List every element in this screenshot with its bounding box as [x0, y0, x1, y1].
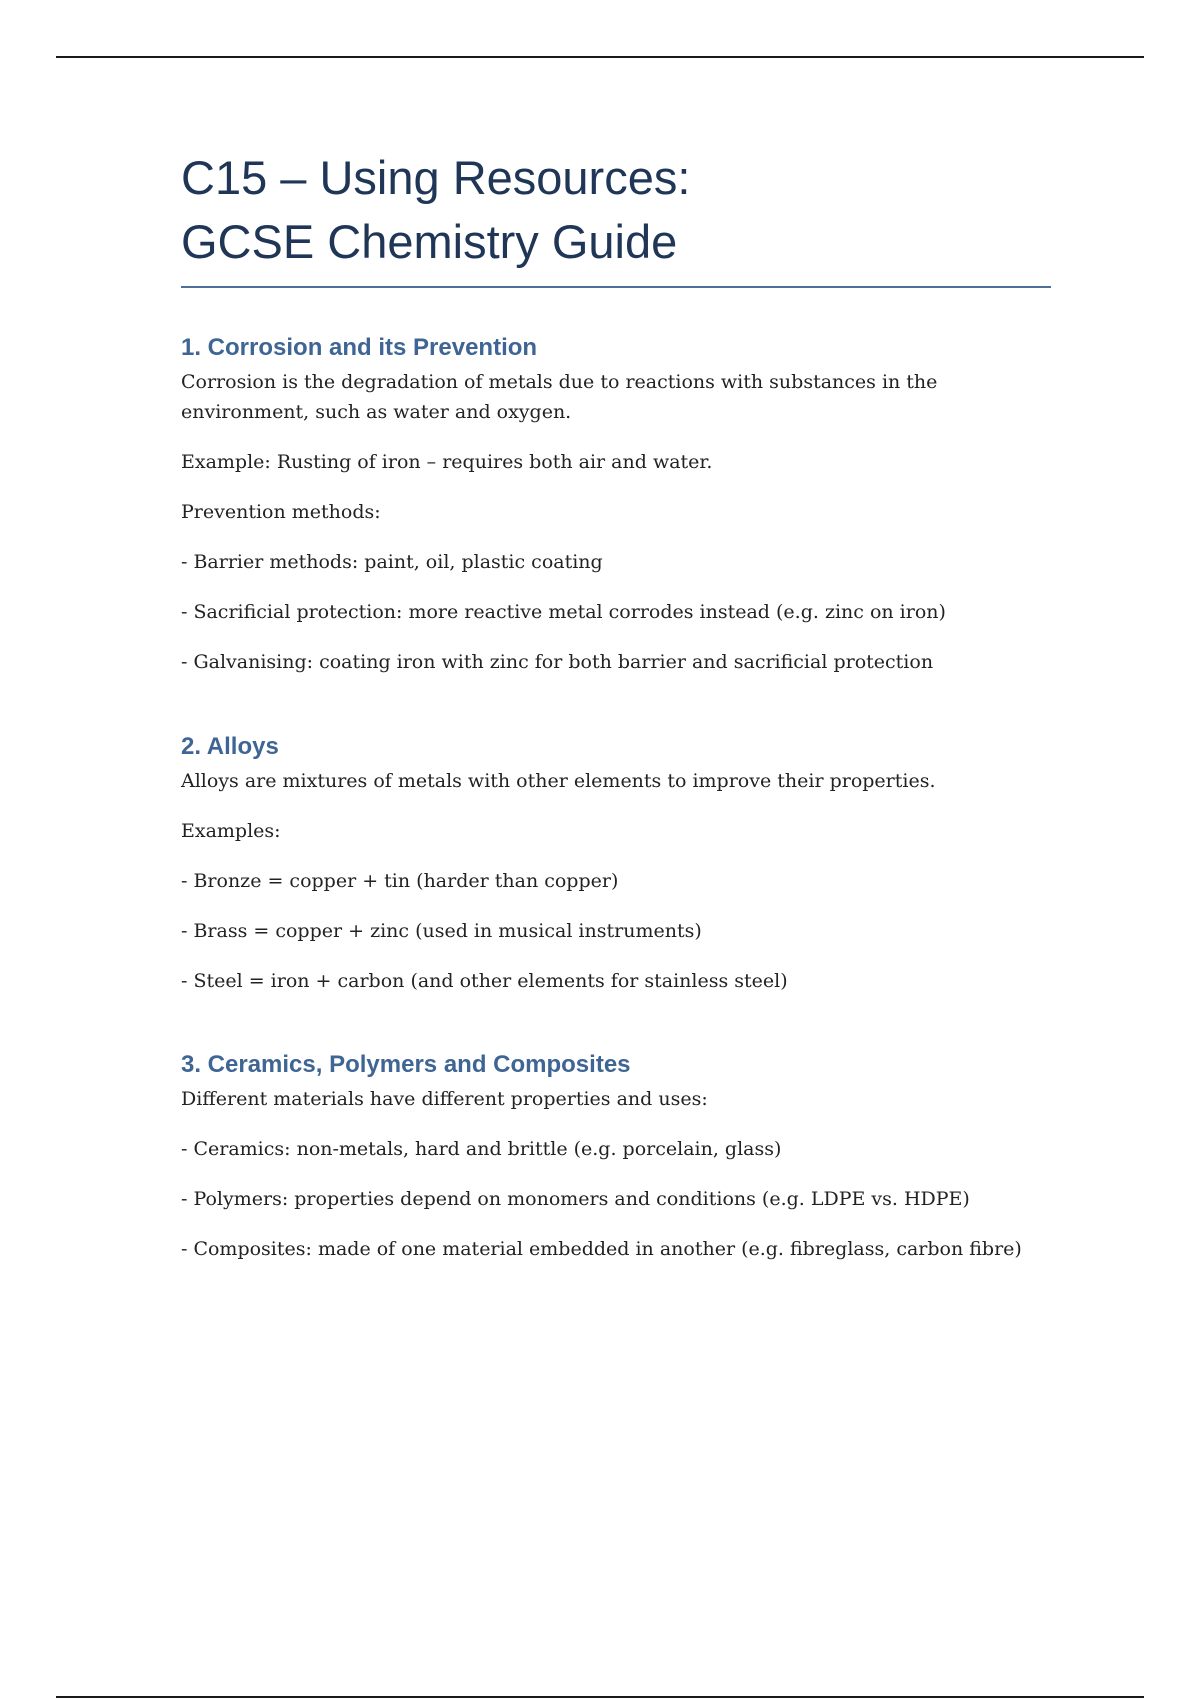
document-body [181, 146, 1051, 288]
list-item: - Brass = copper + zinc (used in musical instruments) [181, 920, 702, 942]
section-example: Example: Rusting of iron – requires both air and water. [181, 451, 713, 473]
page-bottom-rule [56, 1696, 1144, 1698]
document-title [181, 146, 1051, 274]
list-label: Prevention methods: [181, 501, 381, 523]
list-item: - Composites: made of one material embedded in another (e.g. fibreglass, carbon fibre) [181, 1238, 1022, 1260]
title-underline [181, 286, 1051, 288]
title-line-1: C15 – Using Resources: [181, 151, 691, 204]
section-heading: 1. Corrosion and its Prevention [181, 334, 538, 361]
section-heading: 2. Alloys [181, 733, 279, 760]
list-item: - Barrier methods: paint, oil, plastic coating [181, 551, 603, 573]
section-intro: Different materials have different properties and uses: [181, 1088, 708, 1110]
section-intro: Corrosion is the degradation of metals due to reactions with substances in the environment, such as water and oxygen. [181, 371, 938, 423]
list-item: - Steel = iron + carbon (and other elements for stainless steel) [181, 970, 788, 992]
section-materials [181, 1050, 1051, 1264]
list-item: - Sacrificial protection: more reactive metal corrodes instead (e.g. zinc on iron) [181, 601, 946, 623]
page-top-rule [56, 56, 1144, 58]
section-corrosion [181, 333, 1051, 677]
list-item: - Galvanising: coating iron with zinc for both barrier and sacrificial protection [181, 651, 934, 673]
list-item: - Bronze = copper + tin (harder than copper) [181, 870, 619, 892]
section-intro: Alloys are mixtures of metals with other elements to improve their properties. [181, 770, 936, 792]
title-line-2: GCSE Chemistry Guide [181, 215, 678, 268]
section-alloys [181, 732, 1051, 996]
list-item: - Polymers: properties depend on monomers and conditions (e.g. LDPE vs. HDPE) [181, 1188, 970, 1210]
section-heading: 3. Ceramics, Polymers and Composites [181, 1051, 631, 1078]
list-label: Examples: [181, 820, 281, 842]
list-item: - Ceramics: non-metals, hard and brittle (e.g. porcelain, glass) [181, 1138, 782, 1160]
